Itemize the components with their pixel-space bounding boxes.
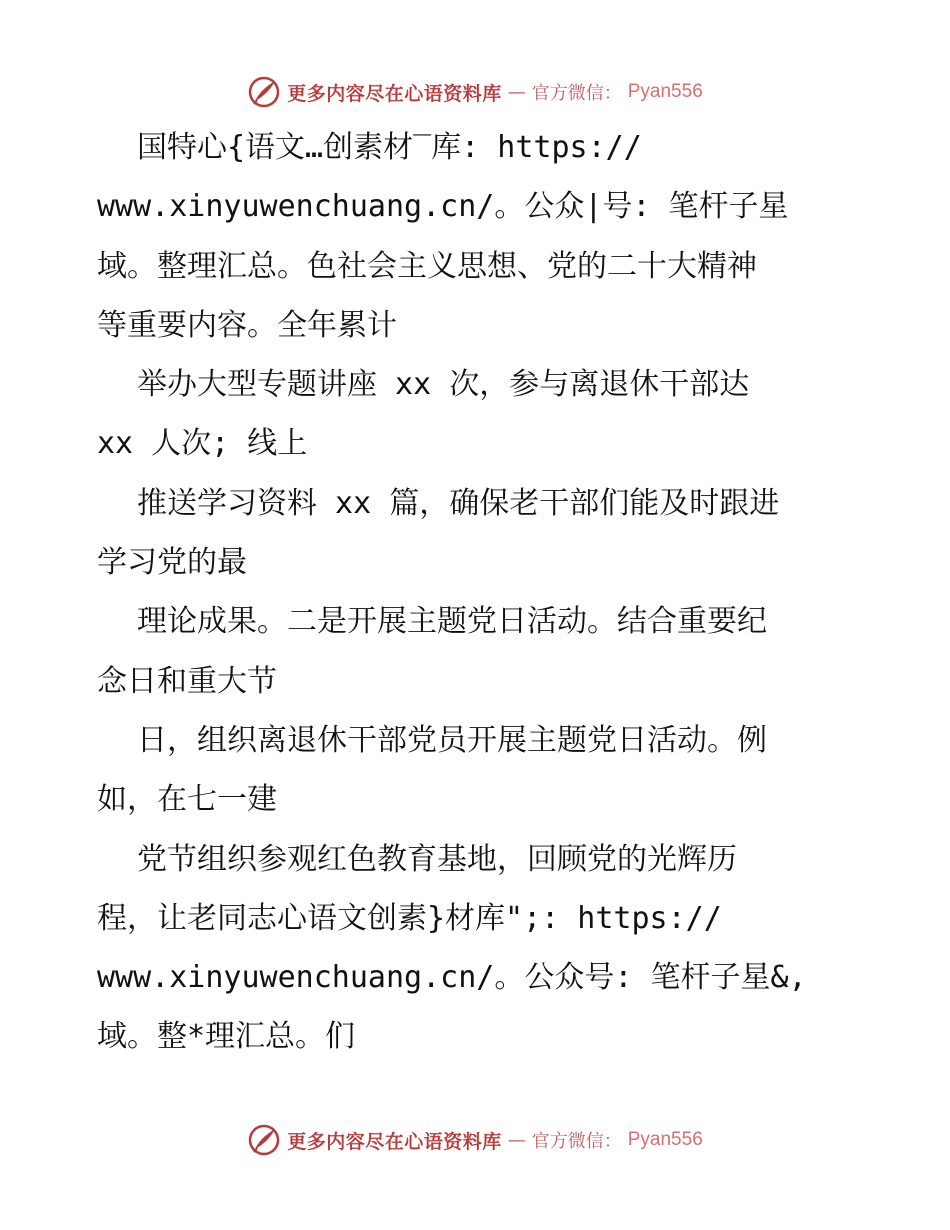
- text-line: 举办大型专题讲座 xx 次，参与离退休干部达: [137, 367, 750, 403]
- text-line: 域。整*理汇总。们: [97, 1019, 356, 1055]
- text-line: 党节组织参观红色教育基地，回顾党的光辉历: [137, 841, 737, 877]
- header-wechat-label: 官方微信：: [531, 83, 622, 104]
- text-line: 推送学习资料 xx 篇，确保老干部们能及时跟进: [137, 485, 780, 521]
- quill-pen-logo-icon: [247, 75, 281, 109]
- header-banner-content: [247, 75, 703, 109]
- footer-banner-separator: —: [507, 1129, 526, 1151]
- text-line: 理论成果。二是开展主题党日活动。结合重要纪: [137, 604, 767, 640]
- text-line: 域。整理汇总。色社会主义思想、党的二十大精神: [97, 248, 757, 284]
- text-line: 日，组织离退休干部党员开展主题党日活动。例: [137, 722, 767, 758]
- footer-banner-title: 更多内容尽在心语资料库: [287, 1130, 502, 1153]
- header-banner-separator: —: [507, 81, 526, 103]
- footer-banner: [0, 1120, 950, 1160]
- quill-pen-logo-icon: [247, 1123, 281, 1157]
- footer-banner-content: [247, 1123, 703, 1157]
- text-line: 如，在七一建: [97, 782, 277, 818]
- text-line: www.xinyuwenchuang.cn/。公众号: 笔杆子星&,: [97, 960, 807, 996]
- text-line: 等重要内容。全年累计: [97, 307, 397, 343]
- text-line: 念日和重大节: [97, 663, 277, 699]
- header-wechat-id: Pyan556: [627, 81, 703, 102]
- text-line: 国特心{语文…创素材‾库: https://: [137, 130, 642, 165]
- header-banner-title: 更多内容尽在心语资料库: [287, 82, 502, 105]
- footer-wechat-label: 官方微信：: [531, 1131, 622, 1152]
- document-body: [97, 118, 867, 1067]
- text-line: xx 人次; 线上: [97, 426, 308, 462]
- text-line: 程，让老同志心语文创素}材库";: https://: [97, 900, 722, 936]
- text-line: 学习党的最: [97, 545, 247, 581]
- text-line: www.xinyuwenchuang.cn/。公众|号: 笔杆子星: [97, 189, 789, 225]
- header-banner: [0, 72, 950, 112]
- footer-wechat-id: Pyan556: [627, 1129, 703, 1150]
